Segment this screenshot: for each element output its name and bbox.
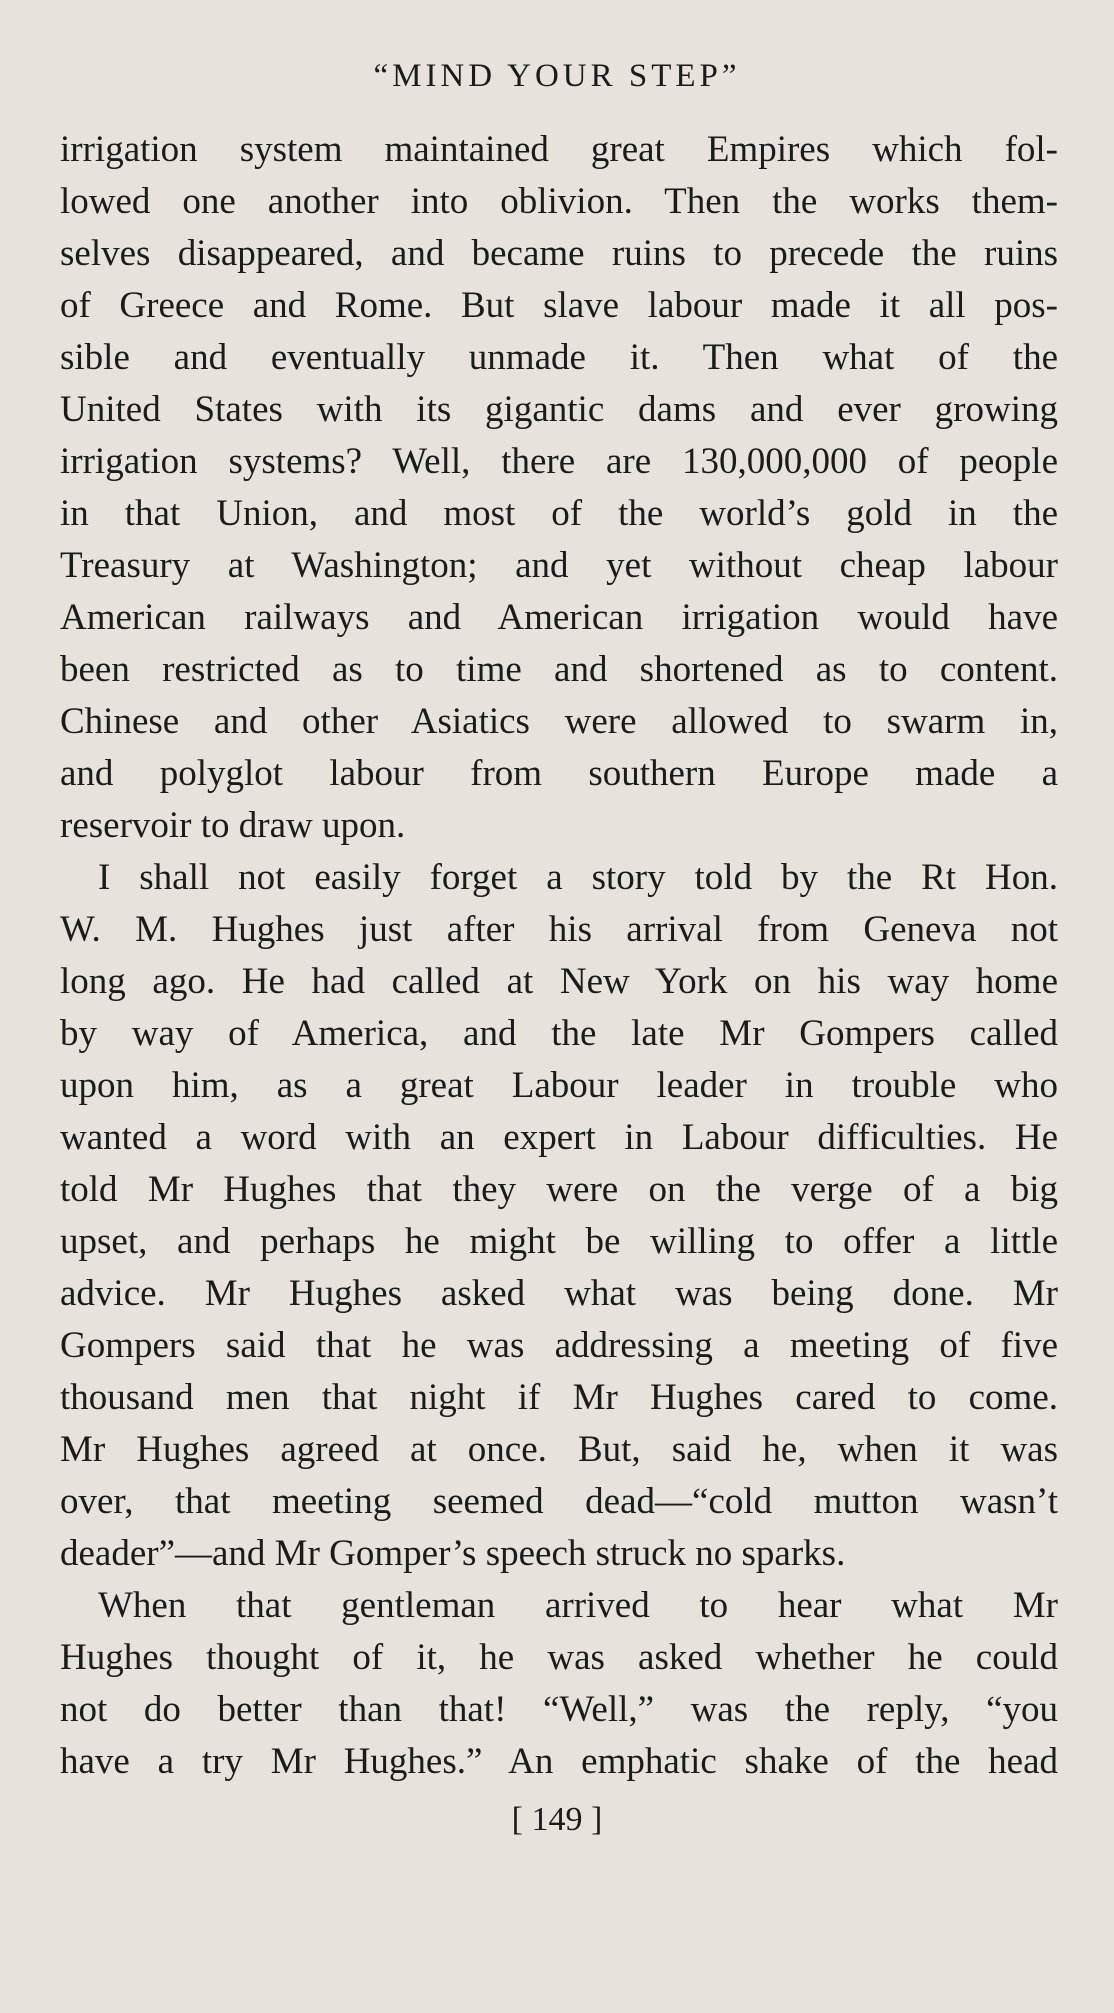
text-line: not do better than that! “Well,” was the reply, “you [60,1689,1058,1730]
text-line: sible and eventually unmade it. Then what of the [60,337,1058,378]
text-line: Chinese and other Asiatics were allowed to swarm in, [60,701,1058,742]
text-line: selves disappeared, and became ruins to precede the ruins [60,233,1058,274]
body-text [60,124,1058,1788]
text-line: and polyglot labour from southern Europe made a [60,753,1058,794]
text-line: told Mr Hughes that they were on the verge of a big [60,1169,1058,1210]
text-line: When that gentleman arrived to hear what Mr [98,1585,1058,1626]
text-line: in that Union, and most of the world’s gold in the [60,493,1058,534]
running-head: “MIND YOUR STEP” [373,58,741,94]
text-line: Treasury at Washington; and yet without cheap labour [60,545,1058,586]
text-line: reservoir to draw upon. [60,805,406,846]
text-line: irrigation system maintained great Empires which fol- [60,129,1058,170]
text-line: United States with its gigantic dams and ever growing [60,389,1058,430]
text-line: been restricted as to time and shortened as to content. [60,649,1058,690]
text-line: wanted a word with an expert in Labour difficulties. He [60,1117,1058,1158]
text-line: Mr Hughes agreed at once. But, said he, when it was [60,1429,1058,1470]
text-line: Hughes thought of it, he was asked whether he could [60,1637,1058,1678]
text-line: of Greece and Rome. But slave labour made it all pos- [60,285,1058,326]
text-line: over, that meeting seemed dead—“cold mutton wasn’t [60,1481,1058,1522]
text-line: American railways and American irrigation would have [60,597,1058,638]
text-line: Gompers said that he was addressing a meeting of five [60,1325,1058,1366]
text-line: irrigation systems? Well, there are 130,000,000 of people [60,441,1058,482]
text-line: by way of America, and the late Mr Gompers called [60,1013,1058,1054]
text-line: W. M. Hughes just after his arrival from Geneva not [60,909,1058,950]
text-line: upon him, as a great Labour leader in trouble who [60,1065,1058,1106]
text-line: advice. Mr Hughes asked what was being done. Mr [60,1273,1058,1314]
text-line: have a try Mr Hughes.” An emphatic shake of the head [60,1741,1058,1782]
text-line: upset, and perhaps he might be willing to offer a little [60,1221,1058,1262]
text-line: long ago. He had called at New York on his way home [60,961,1058,1002]
text-line: deader”—and Mr Gomper’s speech struck no sparks. [60,1533,846,1574]
text-line: lowed one another into oblivion. Then the works them- [60,181,1058,222]
text-line: I shall not easily forget a story told by the Rt Hon. [98,857,1058,898]
page-number: [ 149 ] [511,1801,603,1838]
text-line: thousand men that night if Mr Hughes cared to come. [60,1377,1058,1418]
